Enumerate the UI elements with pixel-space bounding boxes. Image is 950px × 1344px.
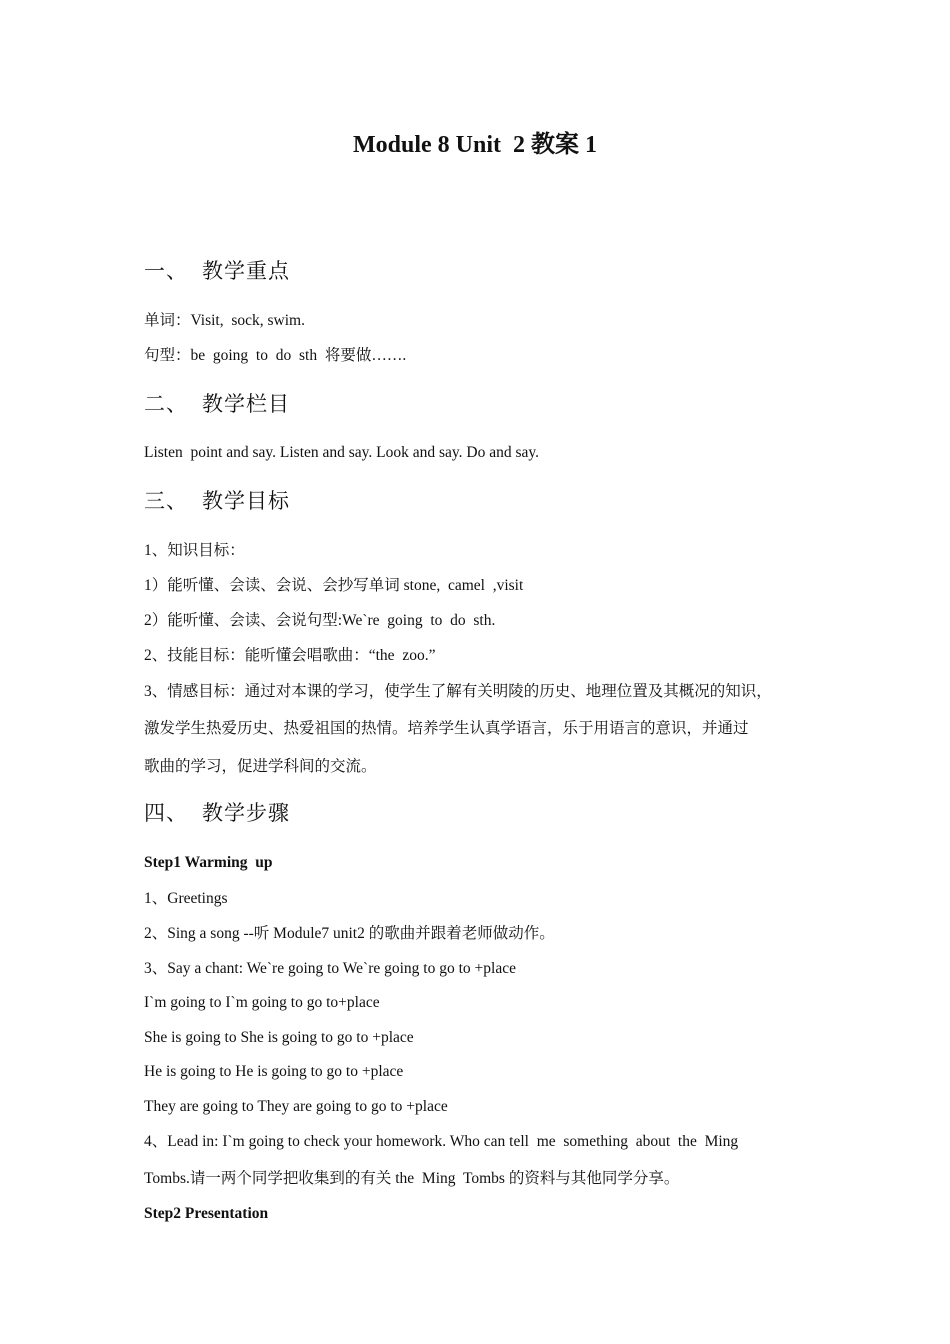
section-title: 教学重点 bbox=[202, 259, 290, 283]
text-line: Tombs.请一两个同学把收集到的有关 the Ming Tombs 的资料与其他同学分享。 bbox=[144, 1170, 680, 1187]
section-number: 四、 bbox=[144, 801, 188, 825]
text-line: 1、Greetings bbox=[144, 890, 228, 907]
section-title: 教学栏目 bbox=[202, 392, 290, 416]
text-line: 4、Lead in: I`m going to check your homework. Who can tell me something about the Ming bbox=[144, 1133, 739, 1150]
section-title: 教学步骤 bbox=[202, 801, 290, 825]
text-line: They are going to They are going to go to +place bbox=[144, 1098, 448, 1115]
text-line: I`m going to I`m going to go to+place bbox=[144, 994, 380, 1011]
section-heading-4 bbox=[144, 799, 290, 827]
text-line: 3、情感目标：通过对本课的学习，使学生了解有关明陵的历史、地理位置及其概况的知识， bbox=[144, 683, 772, 700]
text-line: He is going to He is going to go to +place bbox=[144, 1063, 404, 1080]
text-line: 1）能听懂、会读、会说、会抄写单词 stone, camel ,visit bbox=[144, 577, 524, 594]
text-line: Listen point and say. Listen and say. Look and say. Do and say. bbox=[144, 444, 540, 461]
section-number: 二、 bbox=[144, 392, 188, 416]
text-line: 2、Sing a song --听 Module7 unit2 的歌曲并跟着老师做动作。 bbox=[144, 925, 555, 942]
text-line: 激发学生热爱历史、热爱祖国的热情。培养学生认真学语言，乐于用语言的意识，并通过 bbox=[144, 720, 749, 737]
section-title: 教学目标 bbox=[202, 489, 290, 513]
step-title: Step1 Warming up bbox=[144, 854, 273, 871]
section-heading-3 bbox=[144, 487, 290, 515]
text-line: 1、知识目标： bbox=[144, 542, 245, 559]
text-line: 2）能听懂、会读、会说句型:We`re going to do sth. bbox=[144, 612, 496, 629]
section-heading-1 bbox=[144, 257, 290, 285]
text-line: 2、技能目标：能听懂会唱歌曲：“the zoo.” bbox=[144, 647, 436, 664]
text-line: She is going to She is going to go to +place bbox=[144, 1029, 414, 1046]
section-heading-2 bbox=[144, 390, 290, 418]
document-title: Module 8 Unit 2 教案 1 bbox=[352, 132, 597, 158]
text-line: 单词：Visit, sock, swim. bbox=[144, 312, 305, 329]
section-number: 一、 bbox=[144, 259, 188, 283]
text-line: 3、Say a chant: We`re going to We`re going to go to +place bbox=[144, 960, 516, 977]
section-number: 三、 bbox=[144, 489, 188, 513]
text-line: 句型：be going to do sth 将要做……. bbox=[144, 347, 407, 364]
step-title: Step2 Presentation bbox=[144, 1205, 269, 1222]
text-line: 歌曲的学习，促进学科间的交流。 bbox=[144, 758, 377, 775]
